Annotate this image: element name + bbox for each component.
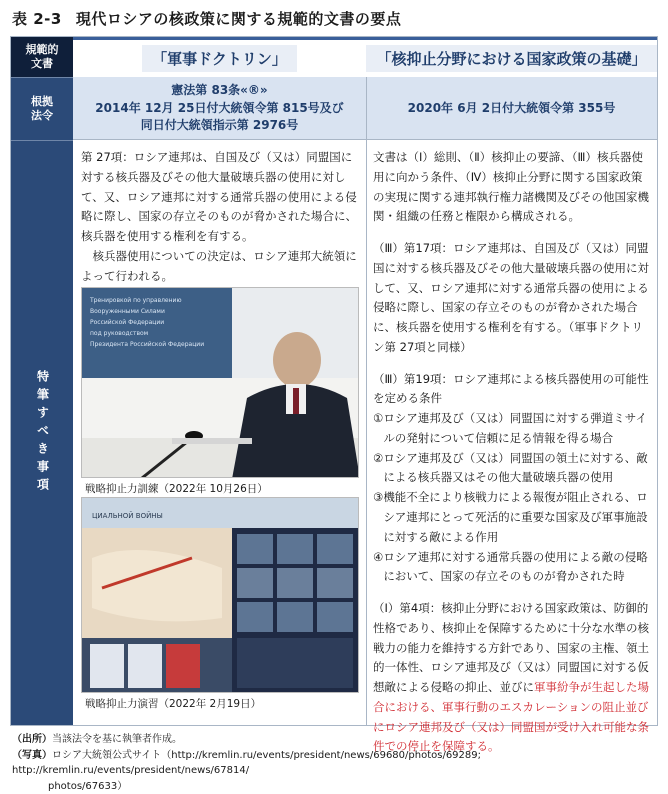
military-doctrine-text bbox=[81, 148, 359, 286]
photo-credit-line bbox=[12, 748, 660, 779]
section-4-text: （Ⅰ）第4項：核抑止分野における国家政策は、防御的性格であり、核抑止を保障するために十分な水準の核戦力の能力を維持する方針であり、国家の主権、領土的一体性、ロシア連邦及び（又は）同盟国に対する仮想敵による侵略の抑止、並びに bbox=[373, 601, 649, 694]
section-19-head: （Ⅲ）第19項：ロシア連邦による核兵器使用の可能性を定める条件 bbox=[373, 370, 651, 410]
column-divider bbox=[366, 77, 367, 725]
intro-text: 文書は（Ⅰ）総則、（Ⅱ）核抑止の要諦、（Ⅲ）核兵器使用に向かう条件、（Ⅳ）核抑止分野に関する国家政策の実現に関する連邦執行権力諸機関及びその他国家機関・組織の任務と権限から構成される。 bbox=[373, 148, 651, 227]
column-header-label: 「軍事ドクトリン」 bbox=[142, 45, 297, 72]
legal-basis-nuclear-deterrence bbox=[366, 77, 657, 140]
row-header-notable bbox=[11, 140, 73, 725]
photo-strategic-exercise bbox=[81, 497, 359, 693]
policy-table bbox=[10, 36, 658, 726]
basis-line: 2020年 6月 2日付大統領令第 355号 bbox=[408, 100, 616, 117]
item-mark: ① bbox=[373, 409, 383, 449]
item-mark: ② bbox=[373, 449, 383, 489]
condition-item bbox=[373, 449, 651, 489]
para-27: 第 27項：ロシア連邦は、自国及び（又は）同盟国に対する核兵器及びその他大量破壊兵器の使用に対して、又、ロシア連邦に対する通常兵器の使用による侵略に際し、国家の存立そのものが脅かされた場合に、核兵器を使用する権利を有する。 bbox=[81, 148, 359, 247]
photo2-caption: 戦略抑止力演習（2022年 2月19日） bbox=[85, 696, 261, 711]
photo-credit-continued: photos/67633） bbox=[12, 779, 660, 794]
item-text: ロシア連邦に対する通常兵器の使用による敵の侵略において、国家の存立そのものが脅かされた時 bbox=[383, 548, 651, 588]
item-text: ロシア連邦及び（又は）同盟国に対する弾道ミサイルの発射について信頼に足る情報を得る場合 bbox=[383, 409, 651, 449]
source-line bbox=[12, 732, 660, 748]
condition-item bbox=[373, 409, 651, 449]
section-4-highlight: 軍事紛争が生起した場合における、軍事行動のエスカレーションの阻止並びにロシア連邦及び（又は）同盟国が受け入れ可能な条件での停止を保障する。 bbox=[373, 680, 649, 753]
section-17: （Ⅲ）第17項：ロシア連邦は、自国及び（又は）同盟国に対する核兵器及びその他大量破壊兵器の使用に対して、又、ロシア連邦に対する通常兵器の使用による侵略に際し、国家の存立そのものが脅かされた場合に、核兵器を使用する権利を有する。（軍事ドクトリン第 27項と同様） bbox=[373, 239, 651, 358]
row-header-legal-basis: 根拠 法令 bbox=[11, 77, 73, 140]
item-text: ロシア連邦及び（又は）同盟国の領土に対する、敵による核兵器又はその他大量破壊兵器の使用 bbox=[383, 449, 651, 489]
source-notes bbox=[12, 732, 660, 794]
situation-room-photo bbox=[82, 498, 359, 693]
source-label: （出所） bbox=[12, 734, 52, 745]
row-divider bbox=[73, 139, 657, 140]
table-title-text: 現代ロシアの核政策に関する規範的文書の要点 bbox=[76, 10, 402, 28]
table-title bbox=[12, 8, 401, 29]
putin-desk-photo bbox=[82, 288, 359, 478]
basis-line: 憲法第 83条«®» bbox=[171, 82, 267, 99]
source-text: 当該法令を基に執筆者作成。 bbox=[52, 734, 182, 745]
para-decision: 核兵器使用についての決定は、ロシア連邦大統領によって行われる。 bbox=[81, 247, 359, 287]
basis-line: 2014年 12月 25日付大統領令第 815号及び bbox=[95, 100, 343, 117]
column-header-military-doctrine bbox=[73, 37, 366, 77]
legal-basis-military-doctrine bbox=[73, 77, 366, 140]
row-header-notable-label: 特筆すべき事項 bbox=[35, 370, 50, 496]
column-header-nuclear-deterrence bbox=[366, 37, 657, 77]
screen-text: ЦИАЛЬНОЙ ВОЙНЫ bbox=[92, 511, 163, 520]
item-text: 機能不全により核戦力による報復が阻止される、ロシア連邦にとって死活的に重要な国家及び軍事施設に対する敵による作用 bbox=[383, 488, 651, 547]
item-mark: ④ bbox=[373, 548, 383, 588]
condition-item bbox=[373, 488, 651, 547]
nuclear-deterrence-text bbox=[373, 148, 651, 757]
photo-credit-label: （写真） bbox=[12, 750, 52, 761]
condition-item bbox=[373, 548, 651, 588]
row-header-document: 規範的 文書 bbox=[11, 37, 73, 77]
basis-line: 同日付大統領指示第 2976号 bbox=[141, 117, 299, 134]
table-number: 表 2-3 bbox=[12, 10, 62, 28]
photo1-caption: 戦略抑止力訓練（2022年 10月26日） bbox=[85, 481, 268, 496]
photo-strategic-training bbox=[81, 287, 359, 478]
column-header-label: 「核抑止分野における国家政策の基礎」 bbox=[366, 45, 656, 72]
photo-credit-text: ロシア大統領公式サイト（http://kremlin.ru/events/president/news/69680/photos/69289; http://kremlin.ru/events/president/news/67814/ bbox=[12, 750, 481, 777]
item-mark: ③ bbox=[373, 488, 383, 547]
screen-text: Тренировкой по управлению Вооруженными Силами Российской Федерации под руководством Президента Российской Федерации bbox=[89, 297, 204, 348]
